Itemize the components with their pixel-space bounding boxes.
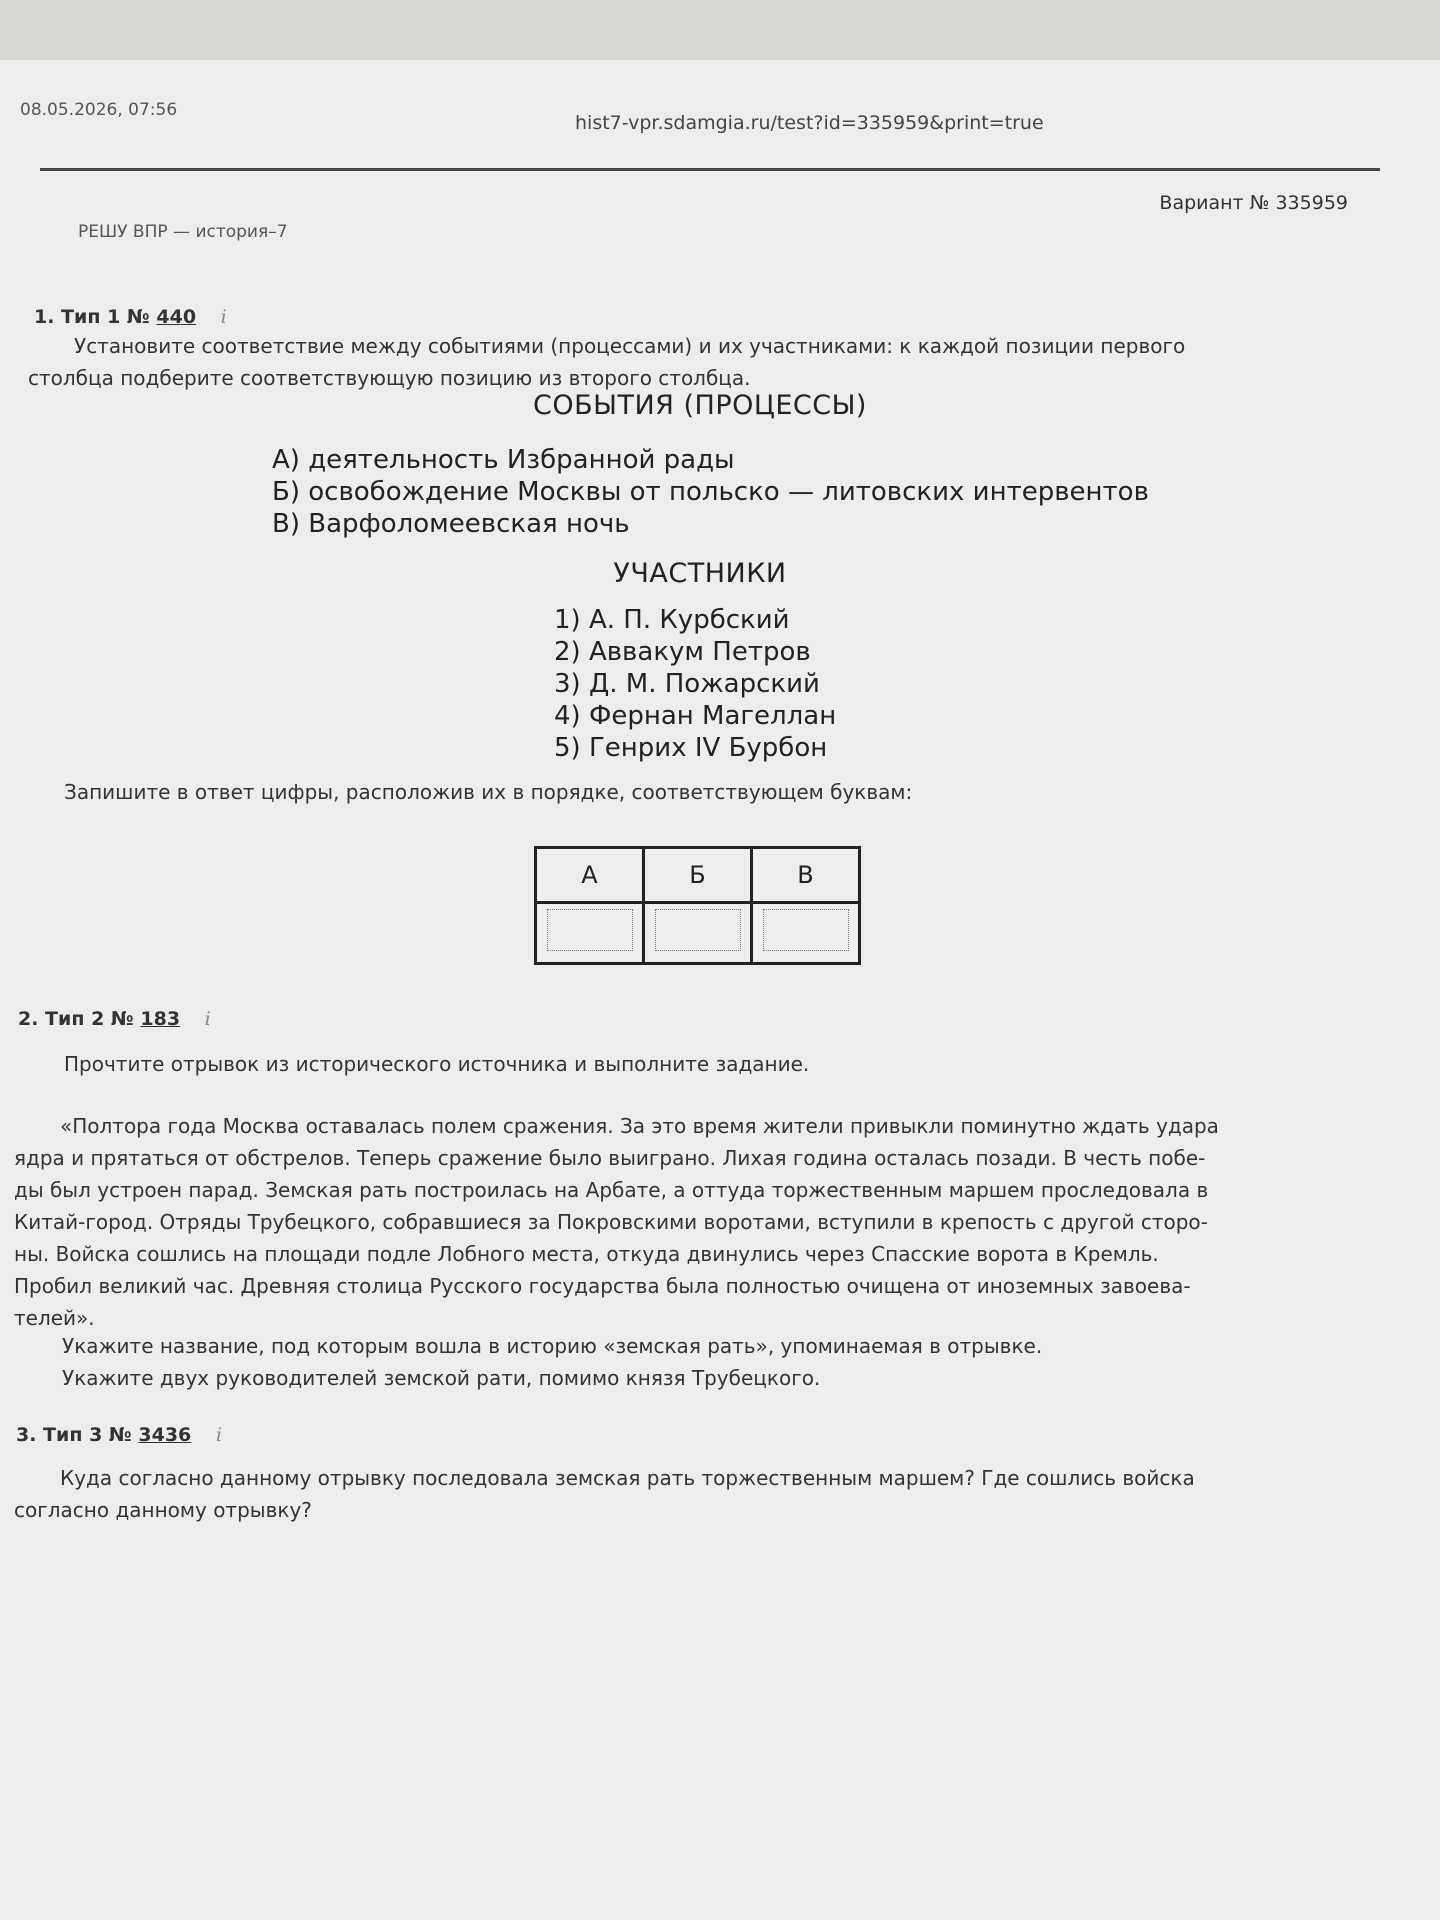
task3-question-line2: согласно данному отрывку? <box>14 1498 312 1522</box>
source-line: ны. Войска сошлись на площади подле Лобного места, откуда двинулись через Спасские ворота в Кремль. <box>14 1242 1159 1266</box>
answer-col-header: Б <box>644 848 752 903</box>
event-item: В) Варфоломеевская ночь <box>272 509 630 539</box>
participant-item: 2) Аввакум Петров <box>554 637 811 667</box>
event-item: А) деятельность Избранной рады <box>272 445 735 475</box>
task2-heading <box>18 1008 217 1030</box>
answer-col-header: В <box>752 848 860 903</box>
participant-item: 3) Д. М. Пожарский <box>554 669 820 699</box>
participant-item: 1) А. П. Курбский <box>554 605 790 635</box>
task2-prefix: 2. Тип 2 № <box>18 1008 134 1030</box>
event-item: Б) освобождение Москвы от польско — литовских интервентов <box>272 477 1149 507</box>
source-line: ды был устроен парад. Земская рать построилась на Арбате, а оттуда торжественным маршем проследовала в <box>14 1178 1209 1202</box>
answer-cell[interactable] <box>752 903 860 964</box>
answer-input-box[interactable] <box>763 909 849 951</box>
source-line: телей». <box>14 1306 95 1330</box>
task2-number-link[interactable]: 183 <box>140 1008 181 1030</box>
task2-question1: Укажите название, под которым вошла в историю «земская рать», упоминаемая в отрывке. <box>62 1334 1043 1358</box>
task1-instruction-line2: столбца подберите соответствующую позицию из второго столбца. <box>28 366 751 390</box>
source-line: «Полтора года Москва оставалась полем сражения. За это время жители привыкли поминутно ждать удара <box>60 1114 1219 1138</box>
task3-heading <box>16 1424 228 1446</box>
source-excerpt <box>14 1110 1414 1334</box>
answer-cell[interactable] <box>644 903 752 964</box>
info-icon[interactable]: i <box>215 1424 222 1446</box>
task1-number-link[interactable]: 440 <box>156 306 197 328</box>
header-rule <box>40 168 1380 171</box>
task3-prefix: 3. Тип 3 № <box>16 1424 132 1446</box>
task2-intro: Прочтите отрывок из исторического источника и выполните задание. <box>64 1052 810 1076</box>
page-url: hist7-vpr.sdamgia.ru/test?id=335959&print=true <box>575 112 1044 134</box>
source-line: Пробил великий час. Древняя столица Русского государства была полностью очищена от иноземных завоева- <box>14 1274 1191 1298</box>
answer-cell[interactable] <box>536 903 644 964</box>
answer-input-box[interactable] <box>547 909 633 951</box>
task1-instruction-line1: Установите соответствие между событиями (процессами) и их участниками: к каждой позиции первого <box>74 334 1186 358</box>
info-icon[interactable]: i <box>204 1008 211 1030</box>
participants-heading: УЧАСТНИКИ <box>613 558 787 589</box>
participant-item: 4) Фернан Магеллан <box>554 701 837 731</box>
print-datetime: 08.05.2026, 07:56 <box>20 100 178 120</box>
answer-table <box>534 846 861 965</box>
events-list <box>272 444 1272 540</box>
answer-input-box[interactable] <box>655 909 741 951</box>
answer-col-header: А <box>536 848 644 903</box>
task2-question2: Укажите двух руководителей земской рати, помимо князя Трубецкого. <box>62 1366 821 1390</box>
task1-heading <box>34 306 233 328</box>
task3-number-link[interactable]: 3436 <box>138 1424 192 1446</box>
task1-prefix: 1. Тип 1 № <box>34 306 150 328</box>
source-line: Китай-город. Отряды Трубецкого, собравшиеся за Покровскими воротами, вступили в крепость с другой сторо- <box>14 1210 1208 1234</box>
events-heading: СОБЫТИЯ (ПРОЦЕССЫ) <box>533 390 867 421</box>
source-line: ядра и прятаться от обстрелов. Теперь сражение было выиграно. Лихая година осталась позади. В честь побе- <box>14 1146 1206 1170</box>
task3-question-line1: Куда согласно данному отрывку последовала земская рать торжественным маршем? Где сошлись войска <box>60 1466 1195 1490</box>
variant-label: Вариант № 335959 <box>1159 192 1348 214</box>
answer-instruction: Запишите в ответ цифры, расположив их в порядке, соответствующем буквам: <box>64 780 913 804</box>
site-title: РЕШУ ВПР — история–7 <box>78 222 288 242</box>
info-icon[interactable]: i <box>220 306 227 328</box>
participant-item: 5) Генрих IV Бурбон <box>554 733 828 763</box>
participants-list <box>554 604 1054 764</box>
